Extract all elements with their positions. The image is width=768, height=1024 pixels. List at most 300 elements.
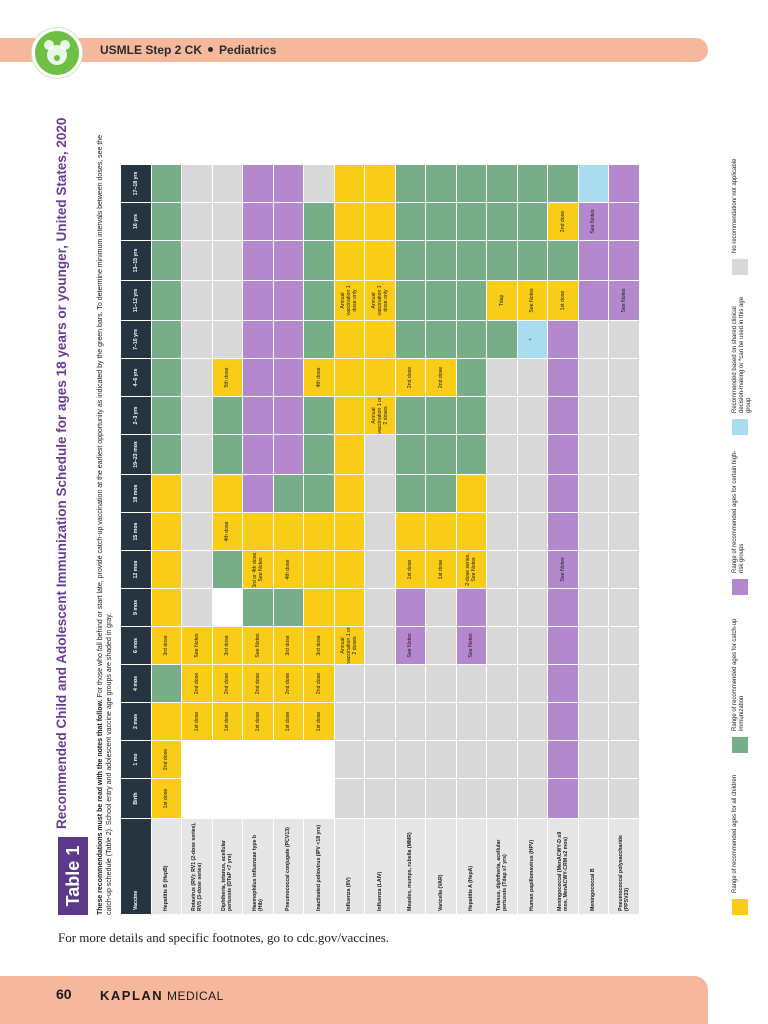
schedule-cell [487,321,518,359]
vaccine-name: Meningococcal (MenACWY-D ≥9 mos, MenACWY-CRM ≥2 mos) [548,819,579,915]
schedule-cell [334,241,365,281]
schedule-cell [212,779,243,819]
schedule-cell [151,551,182,589]
schedule-cell: See Notes [578,203,609,241]
schedule-cell: 2nd dose [548,203,579,241]
schedule-cell [456,203,487,241]
schedule-cell [578,475,609,513]
schedule-cell [548,359,579,397]
table-row [334,165,365,915]
table-intro-text: For those who fall behind or start late, provide catch-up vaccination at the earliest opportunity as indicated by the green bars. To determine minimum intervals between doses, see the catch-up schedule (Table 2). School entry and adolescent vaccine age groups are shaded in gray. [97,134,113,915]
schedule-cell [334,359,365,397]
schedule-cell [517,741,548,779]
column-header-vaccine: Vaccine [121,819,152,915]
schedule-cell: 1st dose [395,551,426,589]
schedule-cell [548,241,579,281]
schedule-cell [487,703,518,741]
table-row [578,165,609,915]
schedule-cell [334,665,365,703]
schedule-cell [578,589,609,627]
table-row [609,165,640,915]
schedule-cell [487,165,518,203]
schedule-cell: 5th dose [212,359,243,397]
schedule-cell [609,321,640,359]
running-header [0,38,708,62]
schedule-cell [578,321,609,359]
schedule-cell: 1st dose [212,703,243,741]
schedule-cell [456,665,487,703]
schedule-cell [182,551,213,589]
schedule-cell [609,589,640,627]
column-header-age: 2 mos [121,703,152,741]
table-title: Recommended Child and Adolescent Immunization Schedule for ages 18 years or younger, United States, 2020 [54,117,69,829]
schedule-cell [548,397,579,435]
schedule-cell [182,321,213,359]
schedule-cell: 3rd dose [273,627,304,665]
schedule-cell [395,665,426,703]
schedule-cell [243,513,274,551]
schedule-cell: See Notes [517,281,548,321]
schedule-cell [243,321,274,359]
schedule-cell [426,513,457,551]
schedule-cell [304,281,335,321]
schedule-cell [243,359,274,397]
table-row [426,165,457,915]
schedule-cell [151,321,182,359]
vaccine-name: Varicella (VAR) [426,819,457,915]
schedule-cell [273,741,304,779]
schedule-cell [426,203,457,241]
schedule-cell [151,435,182,475]
schedule-cell: See Notes [548,551,579,589]
schedule-cell [578,627,609,665]
table-intro-bold: These recommendations must be read with the notes that follow. [97,699,104,915]
schedule-cell [517,475,548,513]
column-header-age: 19–23 mos [121,435,152,475]
schedule-cell [426,589,457,627]
schedule-cell [212,241,243,281]
schedule-cell [273,513,304,551]
vaccine-name: Meningococcal B [578,819,609,915]
schedule-cell [548,165,579,203]
schedule-cell [517,665,548,703]
vaccine-name: Pneumococcal conjugate (PCV13) [273,819,304,915]
schedule-cell [304,513,335,551]
table-row [273,165,304,915]
schedule-cell [243,165,274,203]
schedule-cell [212,397,243,435]
schedule-cell [426,435,457,475]
schedule-cell [487,241,518,281]
schedule-cell [212,165,243,203]
table-row [151,165,182,915]
schedule-cell: 2nd dose [426,359,457,397]
table-row [243,165,274,915]
table-intro [96,115,114,915]
column-header-age: 13–15 yrs [121,241,152,281]
footnote-text: For more details and specific footnotes, go to cdc.gov/vaccines. [58,930,390,945]
legend-swatch [732,419,748,435]
table-row [517,165,548,915]
schedule-cell [456,741,487,779]
table-row [548,165,579,915]
schedule-cell [304,397,335,435]
schedule-cell: 3rd dose [212,627,243,665]
schedule-cell [517,165,548,203]
schedule-cell [365,589,396,627]
publisher-brand [100,988,224,1003]
schedule-cell [182,779,213,819]
legend-label: Range of recommended ages for all children [732,774,738,893]
schedule-cell [456,435,487,475]
schedule-cell [273,397,304,435]
schedule-cell [426,665,457,703]
schedule-cell [304,165,335,203]
schedule-cell [365,321,396,359]
schedule-cell [578,741,609,779]
schedule-cell [426,627,457,665]
schedule-cell [426,165,457,203]
schedule-cell [395,741,426,779]
schedule-cell [517,627,548,665]
legend-swatch [732,579,748,595]
schedule-cell [487,741,518,779]
schedule-cell: 1st dose [151,779,182,819]
vaccine-name: Inactivated poliovirus (IPV <18 yrs) [304,819,335,915]
schedule-cell: See Notes [243,627,274,665]
schedule-cell: 2nd dose [151,741,182,779]
schedule-cell [334,779,365,819]
schedule-cell [456,397,487,435]
schedule-cell [517,513,548,551]
schedule-cell: 2-dose series, See Notes [456,551,487,589]
schedule-cell [273,321,304,359]
schedule-cell [609,627,640,665]
schedule-cell [609,665,640,703]
schedule-cell [151,241,182,281]
column-header-age: 9 mos [121,589,152,627]
schedule-cell [365,435,396,475]
schedule-cell [273,779,304,819]
schedule-cell [517,589,548,627]
schedule-cell [426,475,457,513]
schedule-cell [304,741,335,779]
schedule-cell [273,475,304,513]
schedule-cell [426,779,457,819]
schedule-cell [273,203,304,241]
schedule-cell [365,779,396,819]
schedule-cell [578,703,609,741]
schedule-cell [151,281,182,321]
schedule-cell [578,281,609,321]
schedule-cell [151,665,182,703]
schedule-cell [182,241,213,281]
schedule-cell [426,741,457,779]
schedule-cell [243,203,274,241]
schedule-cell [365,359,396,397]
schedule-cell [334,741,365,779]
schedule-cell [182,435,213,475]
table-badge: Table 1 [58,837,88,915]
schedule-cell [548,321,579,359]
schedule-cell [182,165,213,203]
schedule-cell: 2nd dose [212,665,243,703]
schedule-cell [456,703,487,741]
schedule-cell [334,589,365,627]
schedule-cell [578,397,609,435]
schedule-cell [365,475,396,513]
schedule-cell [365,741,396,779]
schedule-cell [395,203,426,241]
schedule-cell [548,475,579,513]
schedule-cell [609,241,640,281]
schedule-cell [517,551,548,589]
schedule-cell [456,281,487,321]
table-row [304,165,335,915]
schedule-cell [273,281,304,321]
schedule-cell [212,741,243,779]
schedule-cell [456,513,487,551]
schedule-cell [609,741,640,779]
schedule-cell [334,203,365,241]
legend-swatch [732,899,748,915]
legend-label: No recommendation/ not applicable [732,158,738,253]
schedule-cell [487,397,518,435]
schedule-cell [365,203,396,241]
schedule-cell [517,359,548,397]
schedule-cell [395,397,426,435]
schedule-cell [334,513,365,551]
schedule-cell [548,779,579,819]
schedule-cell [243,397,274,435]
schedule-cell [426,703,457,741]
schedule-cell [334,551,365,589]
schedule-cell [426,321,457,359]
schedule-cell: 4th dose [273,551,304,589]
schedule-cell: Annual vaccination 1 dose only [365,281,396,321]
schedule-cell [151,703,182,741]
schedule-cell [304,321,335,359]
column-header-age: 6 mos [121,627,152,665]
schedule-cell [304,475,335,513]
table-row [456,165,487,915]
schedule-cell: 1st dose [304,703,335,741]
schedule-cell: 2nd dose [304,665,335,703]
schedule-cell: 4th dose [304,359,335,397]
schedule-cell [578,359,609,397]
schedule-cell [395,165,426,203]
schedule-cell [578,435,609,475]
schedule-cell [304,551,335,589]
schedule-cell [243,589,274,627]
schedule-cell [426,397,457,435]
schedule-cell [365,513,396,551]
vaccine-name: Measles, mumps, rubella (MMR) [395,819,426,915]
schedule-cell: Tdap [487,281,518,321]
schedule-cell: 3rd dose [151,627,182,665]
column-header-age: 2–3 yrs [121,397,152,435]
schedule-cell [212,203,243,241]
schedule-cell [487,589,518,627]
header-text [100,38,276,62]
legend-swatch [732,737,748,753]
schedule-cell [304,589,335,627]
schedule-cell [304,241,335,281]
schedule-cell: 3rd dose [304,627,335,665]
schedule-cell: Annual vaccination 1 dose only [334,281,365,321]
schedule-cell: * [517,321,548,359]
schedule-cell [395,589,426,627]
schedule-cell [151,589,182,627]
schedule-cell [365,627,396,665]
schedule-cell [487,203,518,241]
schedule-cell [151,359,182,397]
vaccine-name: Hepatitis A (HepA) [456,819,487,915]
vaccine-name: Tetanus, diphtheria, acellular pertussis (Tdap ≥7 yrs) [487,819,518,915]
schedule-cell [395,435,426,475]
schedule-cell [609,551,640,589]
schedule-cell [548,741,579,779]
schedule-cell [395,703,426,741]
schedule-cell [365,551,396,589]
schedule-cell [304,779,335,819]
schedule-cell [365,665,396,703]
schedule-cell: 4th dose [212,513,243,551]
schedule-cell [243,241,274,281]
schedule-cell [517,203,548,241]
schedule-cell: 1st dose [182,703,213,741]
schedule-cell [487,435,518,475]
column-header-age: 4–6 yrs [121,359,152,397]
schedule-cell [517,397,548,435]
schedule-cell [182,741,213,779]
schedule-cell [151,397,182,435]
schedule-cell [334,397,365,435]
table-row [182,165,213,915]
schedule-cell [395,475,426,513]
vaccine-name: Haemophilus influenzae type b (Hib) [243,819,274,915]
schedule-cell: 2nd dose [182,665,213,703]
schedule-cell [609,513,640,551]
schedule-cell [334,475,365,513]
schedule-cell [151,203,182,241]
table-header-row [121,165,152,915]
schedule-cell [182,359,213,397]
schedule-cell [334,703,365,741]
schedule-cell [243,741,274,779]
schedule-cell [395,241,426,281]
schedule-cell [182,397,213,435]
vaccine-name: Hepatitis B (HepB) [151,819,182,915]
schedule-cell [395,779,426,819]
schedule-cell [548,703,579,741]
legend-label: Range of recommended ages for catch-up immunization [732,618,745,731]
schedule-cell [456,241,487,281]
column-header-age: Birth [121,779,152,819]
legend-label: Range of recommended ages for certain high-risk groups [732,450,745,573]
schedule-cell [578,241,609,281]
table-row [487,165,518,915]
schedule-cell [304,203,335,241]
schedule-cell [578,779,609,819]
column-header-age: 12 mos [121,551,152,589]
schedule-cell [548,627,579,665]
schedule-cell [365,165,396,203]
schedule-cell [334,321,365,359]
vaccine-name: Influenza (LAIV) [365,819,396,915]
schedule-cell: Annual vaccination 1 or 2 doses [365,397,396,435]
schedule-table [120,164,640,915]
schedule-cell [487,665,518,703]
schedule-cell [334,435,365,475]
schedule-cell [395,281,426,321]
column-header-age: 11–12 yrs [121,281,152,321]
schedule-cell [182,475,213,513]
schedule-cell: See Notes [609,281,640,321]
column-header-age: 17–18 yrs [121,165,152,203]
schedule-cell [212,551,243,589]
column-header-age: 16 yrs [121,203,152,241]
schedule-cell [456,779,487,819]
brand-name: MEDICAL [167,989,224,1003]
schedule-cell [609,435,640,475]
schedule-cell: 1st dose [426,551,457,589]
schedule-cell [273,359,304,397]
legend-label: Recommended based on shared clinical decision-making or *can be used in this age group [732,296,752,413]
schedule-cell: 2nd dose [243,665,274,703]
schedule-cell [578,165,609,203]
schedule-cell [578,551,609,589]
table-row [365,165,396,915]
immunization-table-rotated [54,115,766,915]
schedule-cell [456,165,487,203]
schedule-cell [273,435,304,475]
brand-bold: KAPLAN [100,988,164,1003]
schedule-cell [212,321,243,359]
schedule-cell [212,589,243,627]
schedule-cell [609,165,640,203]
schedule-cell [243,475,274,513]
vaccine-name: Human papillomavirus (HPV) [517,819,548,915]
schedule-cell [609,703,640,741]
schedule-cell [243,779,274,819]
schedule-cell [456,475,487,513]
schedule-cell [334,165,365,203]
schedule-cell [212,281,243,321]
legend-swatch [732,259,748,275]
schedule-cell [304,435,335,475]
schedule-cell [426,241,457,281]
schedule-cell [182,589,213,627]
schedule-cell: 3rd or 4th dose, See Notes [243,551,274,589]
schedule-cell [548,435,579,475]
schedule-cell [487,513,518,551]
schedule-cell [426,281,457,321]
schedule-cell [609,779,640,819]
schedule-cell [151,165,182,203]
bullet-icon [208,47,213,52]
schedule-cell: 1st dose [273,703,304,741]
vaccine-name: Influenza (IIV) [334,819,365,915]
schedule-cell [487,359,518,397]
schedule-cell [456,359,487,397]
schedule-cell: 1st dose [548,281,579,321]
schedule-cell [517,779,548,819]
schedule-cell: See Notes [456,627,487,665]
schedule-cell [182,513,213,551]
schedule-cell [212,435,243,475]
table-row [212,165,243,915]
